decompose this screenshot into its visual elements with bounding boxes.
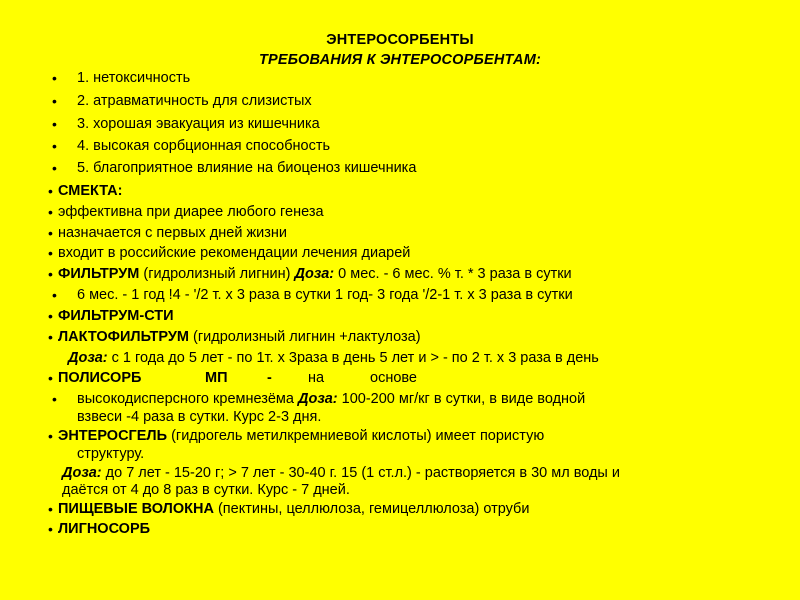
bullet: • — [48, 308, 53, 324]
filtrum-sti-name: ФИЛЬТРУМ-СТИ — [58, 308, 174, 324]
smecta-point: эффективна при диарее любого генеза — [58, 204, 324, 220]
bullet: • — [48, 225, 53, 241]
polisorb-line2 — [77, 391, 585, 408]
dose-label: Доза: — [298, 391, 338, 407]
bullet: • — [52, 287, 57, 303]
laktofiltrum-line — [58, 329, 421, 346]
enterosgel-name: ЭНТЕРОСГЕЛЬ — [58, 428, 168, 444]
laktofiltrum-name: ЛАКТОФИЛЬТРУМ — [58, 329, 189, 345]
bullet: • — [48, 183, 53, 199]
polisorb-name: ПОЛИСОРБ — [58, 370, 142, 386]
bullet: • — [52, 70, 57, 86]
enterosgel-dose-line2: даётся от 4 до 8 раз в сутки. Курс - 7 дней. — [62, 482, 350, 498]
bullet: • — [48, 370, 53, 386]
enterosgel-line — [58, 428, 544, 445]
laktofiltrum-desc: (гидролизный лигнин +лактулоза) — [189, 329, 421, 345]
bullet: • — [48, 266, 53, 282]
bullet: • — [52, 160, 57, 176]
filtrum-dose-line2: 6 мес. - 1 год !4 - '/2 т. х 3 раза в сутки 1 год- 3 года '/2-1 т. х 3 раза в сутки — [77, 287, 573, 303]
bullet: • — [52, 93, 57, 109]
bullet: • — [48, 428, 53, 444]
enterosgel-desc: (гидрогель метилкремниевой кислоты) имеет пористую — [167, 428, 545, 444]
requirement-item: 4. высокая сорбционная способность — [77, 138, 331, 154]
slide-subtitle: ТРЕБОВАНИЯ К ЭНТЕРОСОРБЕНТАМ: — [258, 52, 542, 68]
lignosorb-name: ЛИГНОСОРБ — [58, 521, 151, 537]
dose-label: Доза: — [62, 465, 102, 481]
slide-title: ЭНТЕРОСОРБЕНТЫ — [326, 32, 474, 48]
requirement-item: 5. благоприятное влияние на биоценоз кишечника — [77, 160, 417, 176]
enterosgel-dose: до 7 лет - 15-20 г; > 7 лет - 30-40 г. 15 (1 ст.л.) - растворяется в 30 мл воды и — [101, 465, 620, 481]
requirement-item: 1. нетоксичность — [77, 70, 191, 86]
filtrum-desc: (гидролизный лигнин) — [139, 266, 295, 282]
bullet: • — [48, 521, 53, 537]
filtrum-name: ФИЛЬТРУМ — [58, 266, 140, 282]
bullet: • — [48, 329, 53, 345]
smecta-point: входит в российские рекомендации лечения диарей — [58, 245, 411, 261]
polisorb-line2-post: 100-200 мг/кг в сутки, в виде водной — [337, 391, 586, 407]
fiber-name: ПИЩЕВЫЕ ВОЛОКНА — [58, 501, 214, 517]
bullet: • — [52, 116, 57, 132]
polisorb-line3: взвеси -4 раза в сутки. Курс 2-3 дня. — [77, 409, 322, 425]
bullet: • — [48, 204, 53, 220]
requirement-item: 3. хорошая эвакуация из кишечника — [77, 116, 320, 132]
polisorb-osnove: основе — [370, 370, 417, 386]
smecta-heading: СМЕКТА: — [58, 183, 123, 199]
enterosgel-dose-line — [62, 465, 620, 482]
bullet: • — [48, 501, 53, 517]
bullet: • — [52, 138, 57, 154]
fiber-desc: (пектины, целлюлоза, гемицеллюлоза) отруби — [213, 501, 530, 517]
bullet: • — [48, 245, 53, 261]
polisorb-na: на — [308, 370, 325, 386]
polisorb-mp: МП — [205, 370, 228, 386]
enterosgel-desc2: структуру. — [77, 446, 145, 462]
filtrum-line — [58, 266, 572, 283]
dose-label: Доза: — [294, 266, 335, 282]
laktofiltrum-dose-line — [68, 350, 599, 367]
polisorb-line2-pre: высокодисперсного кремнезёма — [77, 391, 298, 407]
filtrum-dose: 0 мес. - 6 мес. % т. * 3 раза в сутки — [334, 266, 572, 282]
laktofiltrum-dose: с 1 года до 5 лет - по 1т. х 3раза в день 5 лет и > - по 2 т. х 3 раза в день — [107, 350, 599, 366]
dose-label: Доза: — [68, 350, 108, 366]
fiber-line — [58, 501, 529, 518]
smecta-point: назначается с первых дней жизни — [58, 225, 287, 241]
bullet: • — [52, 391, 57, 407]
requirement-item: 2. атравматичность для слизистых — [77, 93, 312, 109]
polisorb-dash: - — [267, 370, 272, 386]
